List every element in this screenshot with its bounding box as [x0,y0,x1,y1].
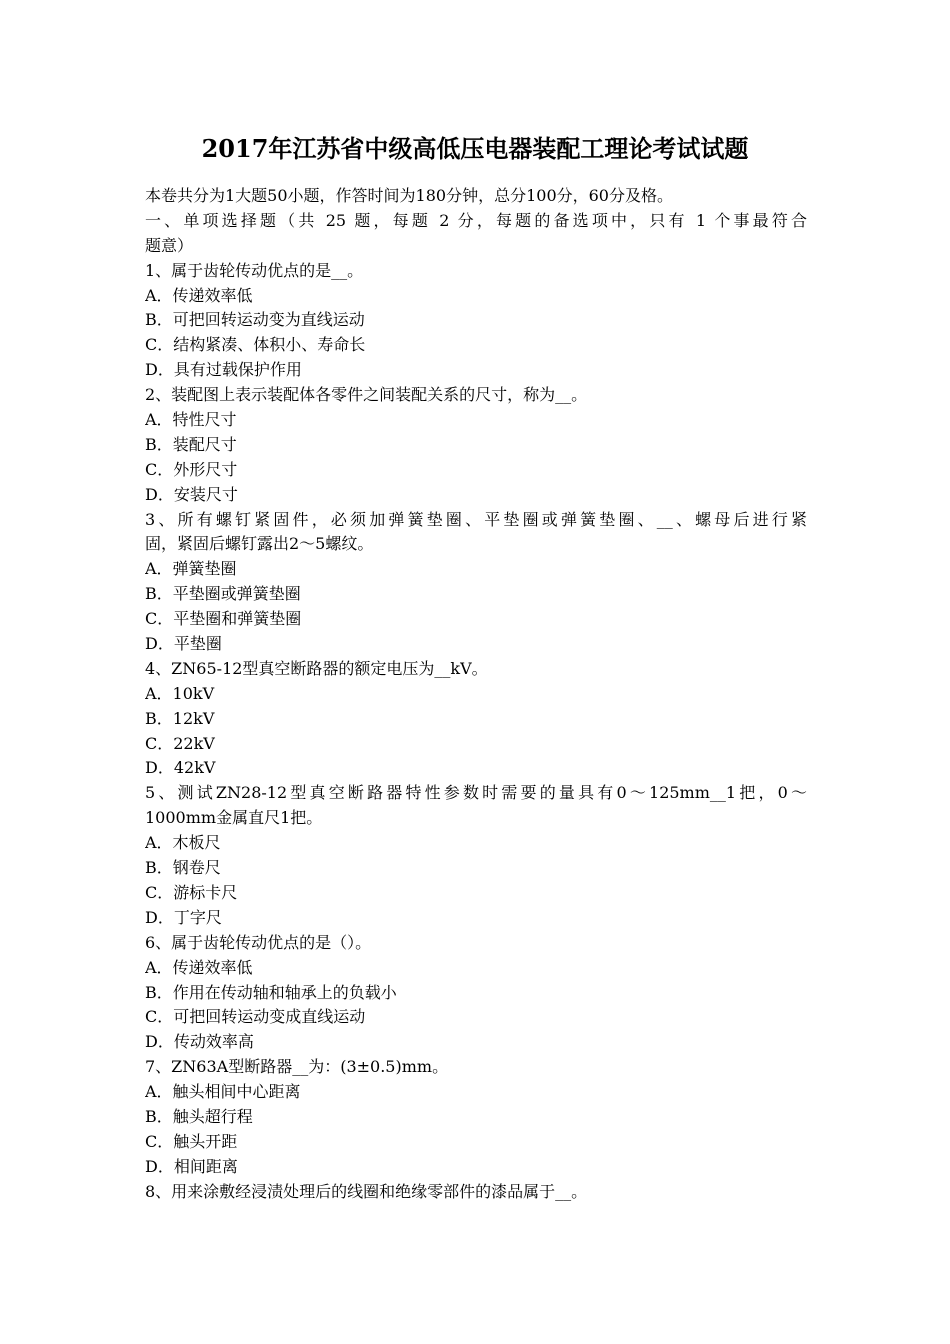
answer-option: B．12kV [145,708,215,728]
answer-option: C．结构紧凑、体积小、寿命长 [145,335,366,355]
answer-option: B．钢卷尺 [145,858,221,878]
answer-option: B．装配尺寸 [145,434,237,454]
document-body [145,184,807,1205]
question-item [145,383,807,507]
question-stem: 7、ZN63A型断路器__为：(3±0.5)mm。 [145,1057,449,1077]
document-title: 2017年江苏省中级高低压电器装配工理论考试试题 [201,134,749,163]
question-item [145,931,807,1055]
answer-option: D．安装尺寸 [145,484,238,504]
answer-option: B．可把回转运动变为直线运动 [145,310,365,330]
answer-option: D．丁字尺 [145,907,222,927]
answer-option: D．平垫圈 [145,634,222,654]
question-stem: 6、属于齿轮传动优点的是（）。 [145,932,372,952]
answer-option: A．弹簧垫圈 [145,559,237,579]
answer-option: D．传动效率高 [145,1032,254,1052]
question-stem: 5、测试ZN28-12型真空断路器特性参数时需要的量具有0～125mm__1把，0～ [145,783,807,803]
answer-option: D．相间距离 [145,1156,238,1176]
question-item [145,657,807,781]
answer-option: C．平垫圈和弹簧垫圈 [145,609,302,629]
answer-option: B．作用在传动轴和轴承上的负载小 [145,982,397,1002]
answer-option: C．22kV [145,733,215,753]
answer-option: B．平垫圈或弹簧垫圈 [145,584,301,604]
question-item [145,1180,807,1205]
intro-text: 本卷共分为1大题50小题，作答时间为180分钟，总分100分，60分及格。 [145,186,673,205]
question-stem: 8、用来涂敷经浸渍处理后的线圈和绝缘零部件的漆品属于__。 [145,1181,588,1201]
question-stem: 3、所有螺钉紧固件，必须加弹簧垫圈、平垫圈或弹簧垫圈、__、螺母后进行紧 [145,509,807,529]
question-stem: 4、ZN65-12型真空断路器的额定电压为__kV。 [145,658,488,678]
answer-option: C．可把回转运动变成直线运动 [145,1007,366,1027]
answer-option: A．传递效率低 [145,285,253,305]
section-heading-line-1: 一、单项选择题（共 25 题，每题 2 分，每题的备选项中，只有 1 个事最符合 [145,210,807,230]
answer-option: C．外形尺寸 [145,459,238,479]
answer-option: A．特性尺寸 [145,410,237,430]
answer-option: A．触头相间中心距离 [145,1082,301,1102]
section-heading-line-2: 题意） [145,235,194,255]
answer-option: C．触头开距 [145,1131,238,1151]
answer-option: D．具有过载保护作用 [145,360,302,380]
question-stem: 1、属于齿轮传动优点的是__。 [145,260,364,280]
question-item [145,508,807,657]
answer-option: D．42kV [145,758,216,778]
question-item [145,781,807,930]
answer-option: A．传递效率低 [145,957,253,977]
question-stem: 固，紧固后螺钉露出2～5螺纹。 [145,534,374,554]
question-item [145,1055,807,1179]
question-item [145,259,807,383]
question-stem: 1000mm金属直尺1把。 [145,808,323,828]
question-list [145,259,807,1205]
answer-option: A．10kV [145,683,215,703]
answer-option: B．触头超行程 [145,1106,253,1126]
answer-option: C．游标卡尺 [145,882,238,902]
question-stem: 2、装配图上表示装配体各零件之间装配关系的尺寸，称为__。 [145,385,588,405]
answer-option: A．木板尺 [145,833,221,853]
